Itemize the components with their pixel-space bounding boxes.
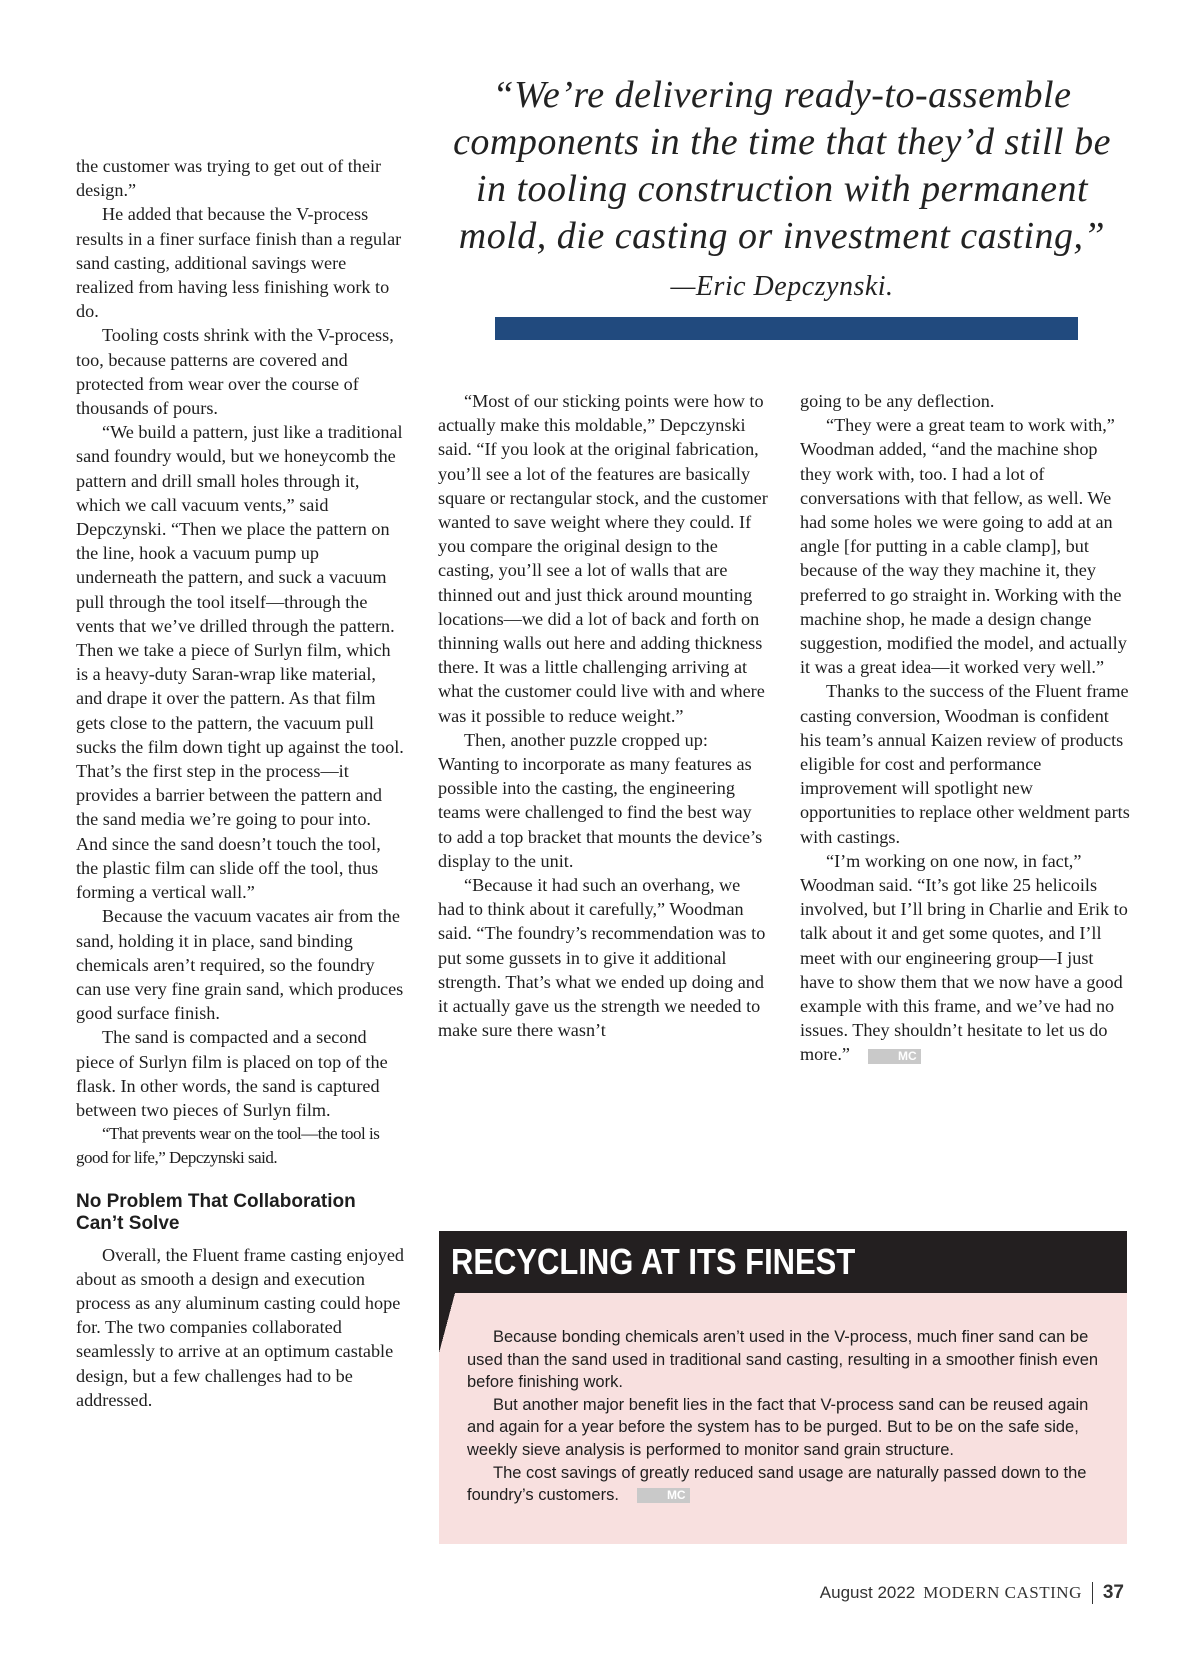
sidebar-end-mark: MC (637, 1488, 690, 1503)
middle-column (438, 389, 768, 1042)
body-paragraph: “They were a great team to work with,” Woodman added, “and the machine shop they work with, too. I had a lot of conversations with that fellow, as well. We had some holes we were going to add at an angle [for putting in a cable clamp], but because of the way they machine it, they preferred to go straight in. Working with the machine shop, he made a design change suggestion, modified the model, and actually it was a great idea—it worked very well.” (800, 415, 1127, 678)
closing-paragraph-text: “I’m working on one now, in fact,” Woodman said. “It’s got like 25 helicoils involved, but I’ll bring in Charlie and Erik to talk about it and get some quotes, and I’ll meet with our engineering group—I just have to show them that we now have a good example with this frame, and we’ve had no issues. They shouldn’t hesitate to let us do more.” (800, 850, 1128, 1065)
body-paragraph (800, 849, 1130, 1067)
issue-date: August 2022 (819, 1583, 916, 1602)
right-column (800, 389, 1130, 1067)
body-paragraph: “We build a pattern, just like a traditional sand foundry would, but we honeycomb the pattern and drill small holes through it, which we call vacuum vents,” said Depczynski. “Then we place the pattern on the line, hook a vacuum pump up underneath the pattern, and suck a vacuum pull through the tool itself—through the vents that we’ve drilled through the pattern. Then we take a piece of Surlyn film, which is a heavy-duty Saran-wrap like material, and drape it over the pattern. As that film gets close to the pattern, the vacuum pull sucks the film down tight up against the tool. That’s the first step in the process—it provides a barrier between the pattern and the sand media we’re going to pour into. And since the sand doesn’t touch the tool, the plastic film can slide off the tool, thus forming a vertical wall.” (76, 422, 404, 903)
pull-quote-text: “We’re delivering ready-to-assemble components in the time that they’d still be in tooling construction with permanent mold, die casting or investment casting,” (453, 74, 1111, 257)
body-paragraph: the customer was trying to get out of their design.” (76, 156, 382, 201)
body-paragraph: “Most of our sticking points were how to actually make this moldable,” Depczynski said. “If you look at the original fabrication, you’ll see a lot of the features are basically square or rectangular stock, and the customer wanted to save weight where they could. If you compare the original design to the casting, you’ll see a lot of walls that are thinned out and just thick around mounting locations—we did a lot of back and forth on thinning walls out here and adding thickness there. It was a little challenging arriving at what the customer could live with and where was it possible to reduce weight.” (438, 391, 768, 726)
page-footer (820, 1582, 1124, 1604)
sidebar-paragraph: But another major benefit lies in the fact that V-process sand can be reused again and again for a year before the system has to be purged. But to be on the safe side, weekly sieve analysis is performed to monitor sand grain structure. (467, 1395, 1089, 1459)
pull-quote-accent-bar (495, 317, 1078, 340)
left-column (76, 154, 404, 1412)
body-paragraph: Because the vacuum vacates air from the sand, holding it in place, sand binding chemicals aren’t required, so the foundry can use very fine grain sand, which produces good surface finish. (76, 906, 404, 1024)
sidebar-body (467, 1326, 1107, 1507)
sidebar-title: RECYCLING AT ITS FINEST (451, 1241, 856, 1282)
pull-quote (452, 72, 1112, 310)
body-paragraph: Overall, the Fluent frame casting enjoyed about as smooth a design and execution process as any aluminum casting could hope for. The two companies collaborated seamlessly to arrive at an optimum castable design, but a few challenges had to be addressed. (76, 1244, 405, 1410)
sidebar-paragraph: Because bonding chemicals aren’t used in the V-process, much finer sand can be used than the sand used in traditional sand casting, resulting in a smoother finish even before finishing work. (467, 1328, 1099, 1392)
sidebar-box (439, 1231, 1127, 1544)
body-paragraph: Then, another puzzle cropped up: Wanting to incorporate as many features as possible into the casting, the engineering teams were challenged to find the best way to add a top bracket that mounts the device’s display to the unit. (438, 729, 763, 871)
body-paragraph: “That prevents wear on the tool—the tool is good for life,” Depczynski said. (76, 1124, 380, 1168)
body-paragraph: Tooling costs shrink with the V-process, too, because patterns are covered and protected from wear over the course of thousands of pours. (76, 325, 394, 419)
footer-divider (1092, 1582, 1093, 1604)
sidebar-closing-text: The cost savings of greatly reduced sand usage are naturally passed down to the foundry’s customers. (467, 1463, 1087, 1505)
sidebar-paragraph (467, 1462, 1107, 1507)
pull-quote-attribution: —Eric Depczynski. (670, 271, 894, 302)
page-number: 37 (1102, 1582, 1124, 1603)
magazine-name: MODERN CASTING (923, 1583, 1082, 1602)
body-paragraph: He added that because the V-process results in a finer surface finish than a regular sand casting, additional savings were realized from having less finishing work to do. (76, 204, 402, 322)
body-paragraph: The sand is compacted and a second piece of Surlyn film is placed on top of the flask. In other words, the sand is captured between two pieces of Surlyn film. (76, 1027, 388, 1120)
section-subhead: No Problem That Collaboration Can’t Solve (76, 1190, 356, 1234)
sidebar-header-wedge (439, 1293, 455, 1353)
body-paragraph: Thanks to the success of the Fluent frame casting conversion, Woodman is confident his team’s annual Kaizen review of products eligible for cost and performance improvement will spotlight new opportunities to replace other weldment parts with castings. (800, 681, 1130, 847)
end-mark: MC (868, 1049, 921, 1064)
body-paragraph: “Because it had such an overhang, we had to think about it carefully,” Woodman said. “The foundry’s recommendation was to put some gussets in to give it additional strength. That’s what we ended up doing and it actually gave us the strength we needed to make sure there wasn’t (438, 875, 766, 1041)
sidebar-header-bar (439, 1231, 1127, 1293)
body-paragraph: going to be any deflection. (800, 391, 995, 411)
